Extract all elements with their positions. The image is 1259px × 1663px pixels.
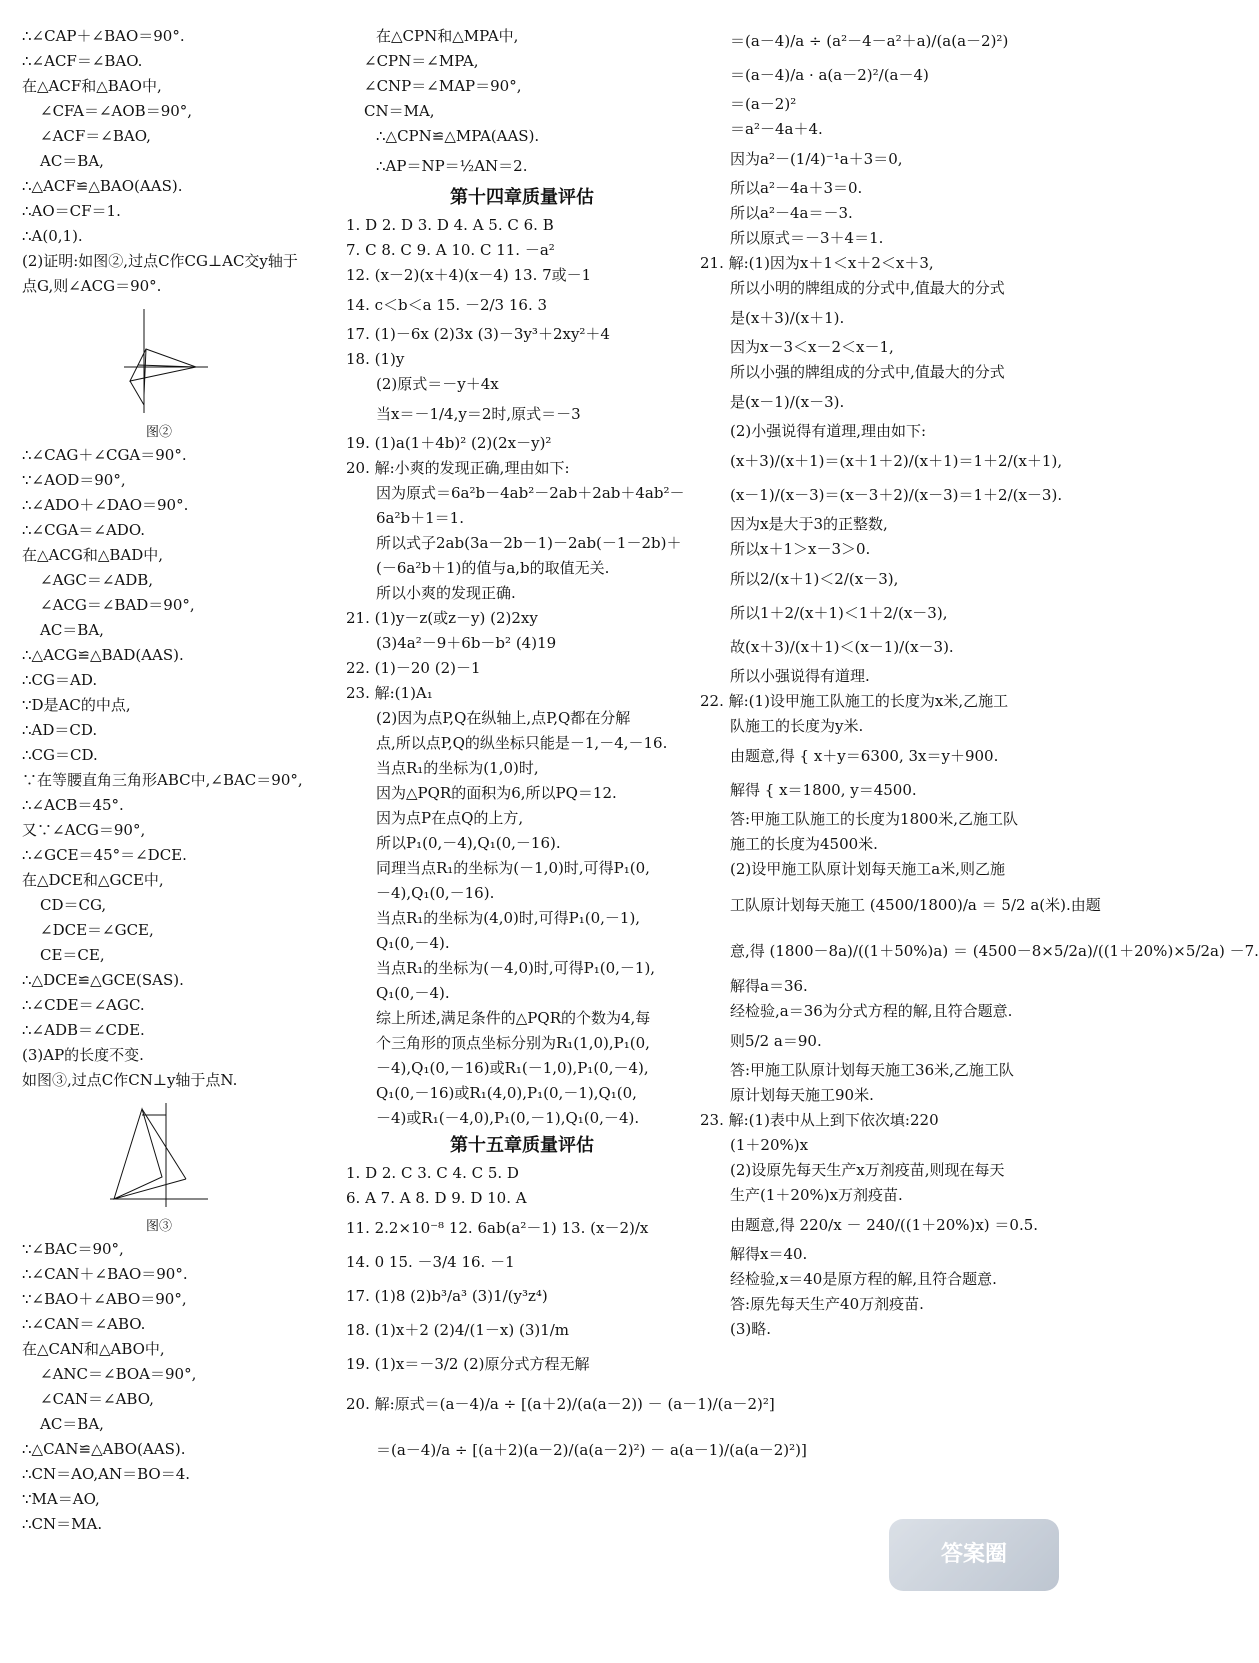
text-line: (2)原式＝－y＋4x — [376, 375, 499, 393]
chapter-14-answers — [346, 213, 698, 1131]
text-line: ∴∠CAG＋∠CGA＝90°. — [22, 446, 187, 464]
text-line: 如图③,过点C作CN⊥y轴于点N. — [22, 1071, 238, 1089]
text-line: Q₁(0,－4). — [376, 984, 450, 1002]
text-line: ∠CFA＝∠AOB＝90°, — [40, 102, 193, 120]
text-line: 当点R₁的坐标为(－4,0)时,可得P₁(0,－1), — [376, 959, 656, 977]
text-line: 因为点P在点Q的上方, — [376, 809, 524, 827]
text-line: 因为a²－(1/4)⁻¹a＋3＝0, — [730, 150, 903, 168]
text-line: 14. c＜b＜a 15. －2/3 16. 3 — [346, 296, 548, 314]
text-line: 17. (1)－6x (2)3x (3)－3y³＋2xy²＋4 — [346, 325, 610, 343]
text-line: ∠CAN＝∠ABO, — [40, 1390, 154, 1408]
text-line: 故(x＋3)/(x＋1)＜(x－1)/(x－3). — [730, 638, 954, 656]
text-line: 所以原式＝－3＋4＝1. — [730, 229, 884, 247]
text-line: (x－1)/(x－3)＝(x－3＋2)/(x－3)＝1＋2/(x－3). — [730, 486, 1063, 504]
text-line: 综上所述,满足条件的△PQR的个数为4,每 — [376, 1009, 651, 1027]
text-line: (3)AP的长度不变. — [22, 1046, 144, 1064]
text-line: 18. (1)y — [346, 350, 405, 368]
text-line: ∵D是AC的中点, — [22, 696, 131, 714]
text-line: ∴∠ACB＝45°. — [22, 796, 124, 814]
figure-3-caption: 图③ — [145, 1219, 172, 1234]
text-line: AC＝BA, — [40, 621, 104, 639]
text-line: 因为原式＝6a²b－4ab²－2ab＋2ab＋4ab²－ — [376, 484, 685, 502]
text-line: 12. (x－2)(x＋4)(x－4) 13. 7或－1 — [346, 266, 592, 284]
text-line: 是(x－1)/(x－3). — [730, 393, 845, 411]
watermark-logo: 答案圈 MXQE.COM — [889, 1519, 1059, 1591]
text-line: ∴∠CAN＋∠BAO＝90°. — [22, 1265, 188, 1283]
text-line: ∴CG＝AD. — [22, 671, 98, 689]
text-line: 17. (1)8 (2)b³/a³ (3)1/(y³z⁴) — [346, 1287, 548, 1305]
text-line: (1＋20%)x — [730, 1136, 809, 1154]
figure-2-caption: 图② — [145, 425, 172, 440]
text-line: 答:甲施工队施工的长度为1800米,乙施工队 — [730, 810, 1018, 828]
text-line: 意,得 (1800－8a)/((1＋50%)a) ＝ (4500－8×5/2a)/((1＋20%)×5/2a) －7. — [730, 942, 1259, 960]
text-line: ∴△DCE≌△GCE(SAS). — [22, 971, 184, 989]
text-line: ＝(a－4)/a ÷ [(a＋2)(a－2)/(a(a－2)²) － a(a－1)/(a(a－2)²)] — [376, 1441, 807, 1459]
text-line: ∴∠CGA＝∠ADO. — [22, 521, 146, 539]
text-line: CD＝CG, — [40, 896, 107, 914]
text-line: 19. (1)x＝－3/2 (2)原分式方程无解 — [346, 1355, 590, 1373]
text-line: －4)或R₁(－4,0),P₁(0,－1),Q₁(0,－4). — [376, 1109, 640, 1127]
text-line: Q₁(0,－16)或R₁(4,0),P₁(0,－1),Q₁(0, — [376, 1084, 637, 1102]
chapter-15-heading: 第十五章质量评估 — [450, 1135, 594, 1156]
text-line: (2)证明:如图②,过点C作CG⊥AC交y轴于 — [22, 252, 298, 270]
text-line: 23. 解:(1)A₁ — [346, 684, 433, 702]
text-line: 则5/2 a＝90. — [730, 1032, 822, 1050]
text-line: 经检验,x＝40是原方程的解,且符合题意. — [730, 1270, 997, 1288]
text-line: 解得 { x＝1800, y＝4500. — [730, 781, 917, 799]
text-line: 19. (1)a(1＋4b)² (2)(2x－y)² — [346, 434, 552, 452]
figure-3-diagram — [104, 1099, 214, 1209]
text-line: ∴AO＝CF＝1. — [22, 202, 121, 220]
text-line: ∵∠BAO＋∠ABO＝90°, — [22, 1290, 187, 1308]
text-line: 21. 解:(1)因为x＋1＜x＋2＜x＋3, — [700, 254, 934, 272]
text-line: 在△DCE和△GCE中, — [22, 871, 164, 889]
text-line: 在△ACF和△BAO中, — [22, 77, 162, 95]
text-line: ∠ANC＝∠BOA＝90°, — [40, 1365, 197, 1383]
text-line: 答:甲施工队原计划每天施工36米,乙施工队 — [730, 1061, 1014, 1079]
text-line: ∴△CAN≌△ABO(AAS). — [22, 1440, 186, 1458]
text-line: 个三角形的顶点坐标分别为R₁(1,0),P₁(0, — [376, 1034, 650, 1052]
text-line: 所以小强的牌组成的分式中,值最大的分式 — [730, 363, 1005, 381]
text-line: 14. 0 15. －3/4 16. －1 — [346, 1253, 515, 1271]
text-line: (3)4a²－9＋6b－b² (4)19 — [376, 634, 557, 652]
text-line: ∴CN＝MA. — [22, 1515, 103, 1533]
text-line: 又∵∠ACG＝90°, — [22, 821, 146, 839]
text-line: 在△CAN和△ABO中, — [22, 1340, 165, 1358]
text-line: ∴A(0,1). — [22, 227, 83, 245]
text-line: 同理当点R₁的坐标为(－1,0)时,可得P₁(0, — [376, 859, 650, 877]
text-line: (3)略. — [730, 1320, 772, 1338]
text-line: 由题意,得 { x＋y＝6300, 3x＝y＋900. — [730, 747, 999, 765]
text-line: 18. (1)x＋2 (2)4/(1－x) (3)1/m — [346, 1321, 570, 1339]
text-line: ＝(a－4)/a · a(a－2)²/(a－4) — [730, 66, 929, 84]
text-line: ∠ACG＝∠BAD＝90°, — [40, 596, 195, 614]
chapter-14-heading: 第十四章质量评估 — [450, 187, 594, 208]
text-line: 当点R₁的坐标为(4,0)时,可得P₁(0,－1), — [376, 909, 641, 927]
text-line: ＝(a－4)/a ÷ (a²－4－a²＋a)/(a(a－2)²) — [730, 32, 1009, 50]
text-line: ∴∠CAP＋∠BAO＝90°. — [22, 27, 185, 45]
text-line: 当x＝－1/4,y＝2时,原式＝－3 — [376, 405, 581, 423]
text-line: 工队原计划每天施工 (4500/1800)/a ＝ 5/2 a(米).由题 — [730, 896, 1101, 914]
text-line: 所以a²－4a＝－3. — [730, 204, 853, 222]
text-line: 解得a＝36. — [730, 977, 808, 995]
text-line: 在△ACG和△BAD中, — [22, 546, 164, 564]
text-line: 20. 解:原式＝(a－4)/a ÷ [(a＋2)/(a(a－2)) － (a－1)/(a－2)²] — [346, 1395, 775, 1413]
text-line: ∠AGC＝∠ADB, — [40, 571, 154, 589]
text-line: ∵MA＝AO, — [22, 1490, 100, 1508]
text-line: 所以1＋2/(x＋1)＜1＋2/(x－3), — [730, 604, 948, 622]
text-line: 20. 解:小爽的发现正确,理由如下: — [346, 459, 570, 477]
text-line: (2)小强说得有道理,理由如下: — [730, 422, 927, 440]
text-line: 6a²b＋1＝1. — [376, 509, 464, 527]
text-line: ∴△CPN≌△MPA(AAS). — [376, 127, 540, 145]
text-line: ∴CG＝CD. — [22, 746, 98, 764]
text-line: ∠DCE＝∠GCE, — [40, 921, 154, 939]
right-column — [700, 24, 1259, 1342]
text-line: 所以式子2ab(3a－2b－1)－2ab(－1－2b)＋ — [376, 534, 682, 552]
text-line: 由题意,得 220/x － 240/((1＋20%)x) ＝0.5. — [730, 1216, 1039, 1234]
text-line: 22. 解:(1)设甲施工队施工的长度为x米,乙施工 — [700, 692, 1009, 710]
text-line: 点G,则∠ACG＝90°. — [22, 277, 162, 295]
text-line: 所以x＋1＞x－3＞0. — [730, 540, 871, 558]
text-line: 7. C 8. C 9. A 10. C 11. －a² — [346, 241, 555, 259]
text-line: 因为△PQR的面积为6,所以PQ＝12. — [376, 784, 617, 802]
text-line: (2)设原先每天生产x万剂疫苗,则现在每天 — [730, 1161, 1005, 1179]
text-line: ∠CPN＝∠MPA, — [364, 52, 479, 70]
text-line: ∴∠ADB＝∠CDE. — [22, 1021, 145, 1039]
text-line: AC＝BA, — [40, 1415, 104, 1433]
text-line: ∴AD＝CD. — [22, 721, 98, 739]
text-line: AC＝BA, — [40, 152, 104, 170]
text-line: 21. (1)y－z(或z－y) (2)2xy — [346, 609, 538, 627]
text-line: 所以a²－4a＋3＝0. — [730, 179, 863, 197]
text-line: 生产(1＋20%)x万剂疫苗. — [730, 1186, 903, 1204]
text-line: －4),Q₁(0,－16)或R₁(－1,0),P₁(0,－4), — [376, 1059, 649, 1077]
text-line: 原计划每天施工90米. — [730, 1086, 874, 1104]
text-line: ∴∠CAN＝∠ABO. — [22, 1315, 146, 1333]
col1-bottom-lines — [22, 1237, 342, 1537]
text-line: 因为x是大于3的正整数, — [730, 515, 888, 533]
text-line: 答:原先每天生产40万剂疫苗. — [730, 1295, 924, 1313]
text-line: ∴△ACF≌△BAO(AAS). — [22, 177, 183, 195]
text-line: 队施工的长度为y米. — [730, 717, 864, 735]
text-line: ∴△ACG≌△BAD(AAS). — [22, 646, 184, 664]
text-line: ∵∠BAC＝90°, — [22, 1240, 124, 1258]
text-line: 经检验,a＝36为分式方程的解,且符合题意. — [730, 1002, 1013, 1020]
text-line: (x＋3)/(x＋1)＝(x＋1＋2)/(x＋1)＝1＋2/(x＋1), — [730, 452, 1063, 470]
text-line: ∴∠ACF＝∠BAO. — [22, 52, 143, 70]
text-line: －4),Q₁(0,－16). — [376, 884, 495, 902]
text-line: CE＝CE, — [40, 946, 105, 964]
figure-2-diagram — [104, 305, 214, 415]
text-line: ∴∠ADO＋∠DAO＝90°. — [22, 496, 189, 514]
text-line: (2)设甲施工队原计划每天施工a米,则乙施 — [730, 860, 1005, 878]
col1-top-lines — [22, 24, 342, 299]
text-line: 施工的长度为4500米. — [730, 835, 878, 853]
text-line: ∴AP＝NP＝½AN＝2. — [376, 157, 528, 175]
text-line: ＝(a－2)² — [730, 95, 797, 113]
text-line: 所以小强说得有道理. — [730, 667, 870, 685]
col2-proof-lines — [346, 24, 698, 183]
text-line: 解得x＝40. — [730, 1245, 808, 1263]
text-line: ＝a²－4a＋4. — [730, 120, 823, 138]
text-line: 23. 解:(1)表中从上到下依次填:220 — [700, 1111, 939, 1129]
text-line: 所以小爽的发现正确. — [376, 584, 516, 602]
text-line: 11. 2.2×10⁻⁸ 12. 6ab(a²－1) 13. (x－2)/x — [346, 1219, 649, 1237]
text-line: 点,所以点P,Q的纵坐标只能是－1,－4,－16. — [376, 734, 668, 752]
text-line: ∵在等腰直角三角形ABC中,∠BAC＝90°, — [22, 771, 303, 789]
col1-mid-lines — [22, 443, 342, 1093]
text-line: 是(x＋3)/(x＋1). — [730, 309, 845, 327]
text-line: ∴CN＝AO,AN＝BO＝4. — [22, 1465, 191, 1483]
text-line: 所以2/(x＋1)＜2/(x－3), — [730, 570, 899, 588]
text-line: 22. (1)－20 (2)－1 — [346, 659, 481, 677]
text-line: 1. D 2. C 3. C 4. C 5. D — [346, 1164, 519, 1182]
text-line: 1. D 2. D 3. D 4. A 5. C 6. B — [346, 216, 554, 234]
text-line: 在△CPN和△MPA中, — [376, 27, 519, 45]
text-line: ∴∠CDE＝∠AGC. — [22, 996, 145, 1014]
text-line: ∠ACF＝∠BAO, — [40, 127, 151, 145]
text-line: 当点R₁的坐标为(1,0)时, — [376, 759, 539, 777]
text-line: ∵∠AOD＝90°, — [22, 471, 126, 489]
text-line: ∴∠GCE＝45°＝∠DCE. — [22, 846, 187, 864]
text-line: 所以P₁(0,－4),Q₁(0,－16). — [376, 834, 561, 852]
text-line: Q₁(0,－4). — [376, 934, 450, 952]
left-column — [22, 24, 342, 1537]
text-line: ∠CNP＝∠MAP＝90°, — [364, 77, 522, 95]
text-line: CN＝MA, — [364, 102, 435, 120]
text-line: (2)因为点P,Q在纵轴上,点P,Q都在分解 — [376, 709, 631, 727]
text-line: 所以小明的牌组成的分式中,值最大的分式 — [730, 279, 1005, 297]
text-line: 6. A 7. A 8. D 9. D 10. A — [346, 1189, 527, 1207]
text-line: 因为x－3＜x－2＜x－1, — [730, 338, 894, 356]
text-line: (－6a²b＋1)的值与a,b的取值无关. — [376, 559, 610, 577]
